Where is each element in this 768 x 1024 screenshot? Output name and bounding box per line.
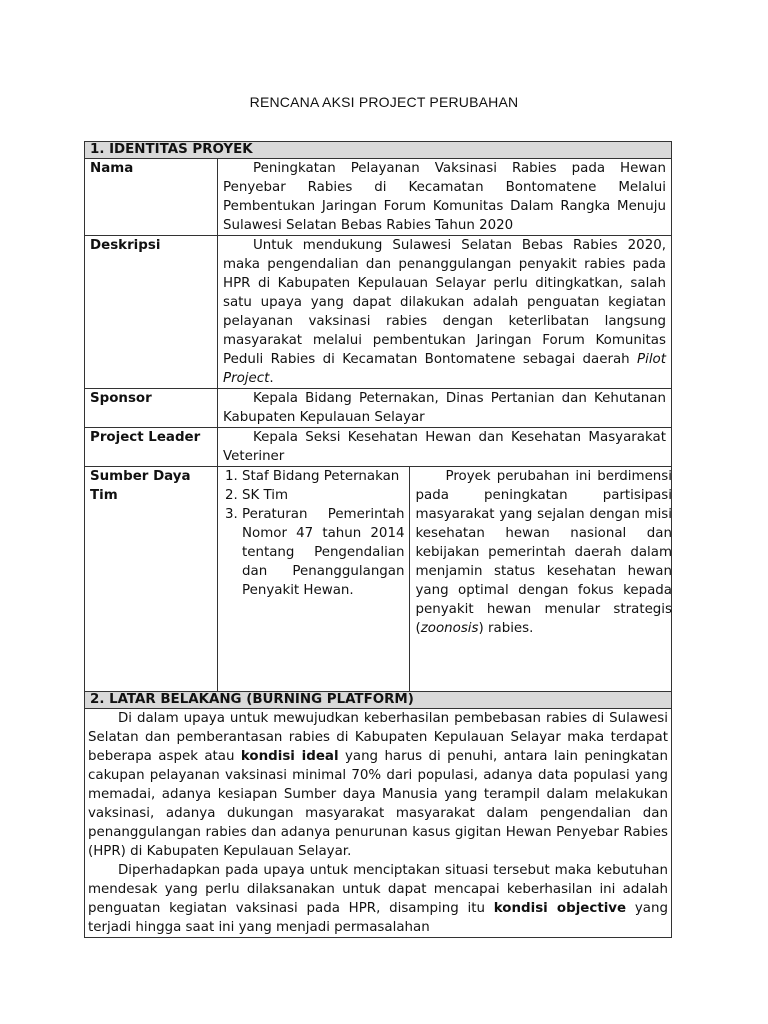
tim-note-italic: zoonosis	[420, 621, 479, 636]
p1-bold: kondisi ideal	[240, 749, 339, 764]
nama-label: Nama	[85, 159, 218, 236]
section-identitas-header: 1. IDENTITAS PROYEK	[85, 142, 672, 159]
tim-item: 3. Peraturan Pemerintah Nomor 47 tahun 2014 tentang Pengendalian dan Penanggulangan Penyakit Hewan.	[242, 505, 405, 600]
tim-note-end: ) rabies.	[478, 621, 534, 636]
leader-label: Project Leader	[85, 428, 218, 467]
deskripsi-value	[218, 236, 672, 389]
row-nama	[85, 159, 672, 236]
deskripsi-label: Deskripsi	[85, 236, 218, 389]
tim-value	[218, 467, 672, 692]
p1-text-a: Di dalam upaya untuk mewujudkan keberhasilan pembebasan rabies di Sulawesi Selatan dan pemberantasan rabies di Kabupaten Kepulauan Selayar maka terdapat beberapa aspek atau	[88, 711, 668, 764]
row-latar-belakang	[85, 709, 672, 938]
row-sponsor	[85, 389, 672, 428]
tim-item: 1. Staf Bidang Peternakan	[242, 467, 405, 486]
deskripsi-end: .	[269, 371, 274, 386]
sponsor-label: Sponsor	[85, 389, 218, 428]
tim-inner-table	[218, 467, 672, 691]
latar-paragraph-2	[88, 861, 668, 937]
latar-belakang-body	[85, 709, 672, 938]
tim-note-text: Proyek perubahan ini berdimensi pada peningkatan partisipasi masyarakat yang sejalan dengan misi kesehatan hewan nasional dan kebijakan pemerintah daerah dalam menjamin status kesehatan hewan yang optimal dengan fokus kepada penyakit hewan menular strategis (	[415, 469, 672, 636]
tim-list	[218, 467, 405, 600]
p2-text-b: yang terjadi hingga saat ini yang menjadi permasalahan	[88, 901, 668, 935]
document-title: RENCANA AKSI PROJECT PERUBAHAN	[249, 94, 519, 110]
p2-text-a: Diperhadapkan pada upaya untuk menciptakan situasi tersebut maka kebutuhan mendesak yang perlu dilaksanakan untuk dapat mencapai keberhasilan ini adalah penguatan kegiatan vaksinasi pada HPR, disamping itu	[88, 863, 668, 916]
row-deskripsi	[85, 236, 672, 389]
row-project-leader	[85, 428, 672, 467]
p2-bold: kondisi objective	[493, 901, 627, 916]
p1-text-b: yang harus di penuhi, antara lain peningkatan cakupan pelayanan vaksinasi minimal 70% dari populasi, adanya data populasi yang memadai, adanya kesiapan Sumber daya Manusia yang terampil dalam melakukan vaksinasi, adanya dukungan masyarakat masyarakat dalam pengendalian dan penanggulangan rabies dan adanya penurunan kasus gigitan Hewan Penyebar Rabies (HPR) di Kabupaten Kepulauan Selayar.	[88, 749, 668, 859]
row-sumber-daya-tim	[85, 467, 672, 692]
section-latar-belakang-header: 2. LATAR BELAKANG (BURNING PLATFORM)	[85, 692, 672, 709]
deskripsi-italic: Pilot Project	[223, 352, 666, 386]
tim-list-cell	[218, 467, 409, 691]
tim-note-cell	[409, 467, 672, 691]
latar-paragraph-1	[88, 709, 668, 861]
nama-value: Peningkatan Pelayanan Vaksinasi Rabies pada Hewan Penyebar Rabies di Kecamatan Bontomatene Melalui Pembentukan Jaringan Forum Komunitas Dalam Rangka Menuju Sulawesi Selatan Bebas Rabies Tahun 2020	[218, 159, 672, 236]
leader-value: Kepala Seksi Kesehatan Hewan dan Kesehatan Masyarakat Veteriner	[218, 428, 672, 467]
deskripsi-text: Untuk mendukung Sulawesi Selatan Bebas Rabies 2020, maka pengendalian dan penanggulangan penyakit rabies pada HPR di Kabupaten Kepulauan Selayar perlu ditingkatkan, salah satu upaya yang dapat dilakukan adalah penguatan kegiatan pelayanan vaksinasi rabies dengan keterlibatan langsung masyarakat melalui pembentukan Jaringan Forum Komunitas Peduli Rabies di Kecamatan Bontomatene sebagai daerah	[223, 238, 666, 367]
project-table	[84, 141, 672, 938]
sponsor-value: Kepala Bidang Peternakan, Dinas Pertanian dan Kehutanan Kabupaten Kepulauan Selayar	[218, 389, 672, 428]
tim-item: 2. SK Tim	[242, 486, 405, 505]
tim-label: Sumber Daya Tim	[85, 467, 218, 692]
